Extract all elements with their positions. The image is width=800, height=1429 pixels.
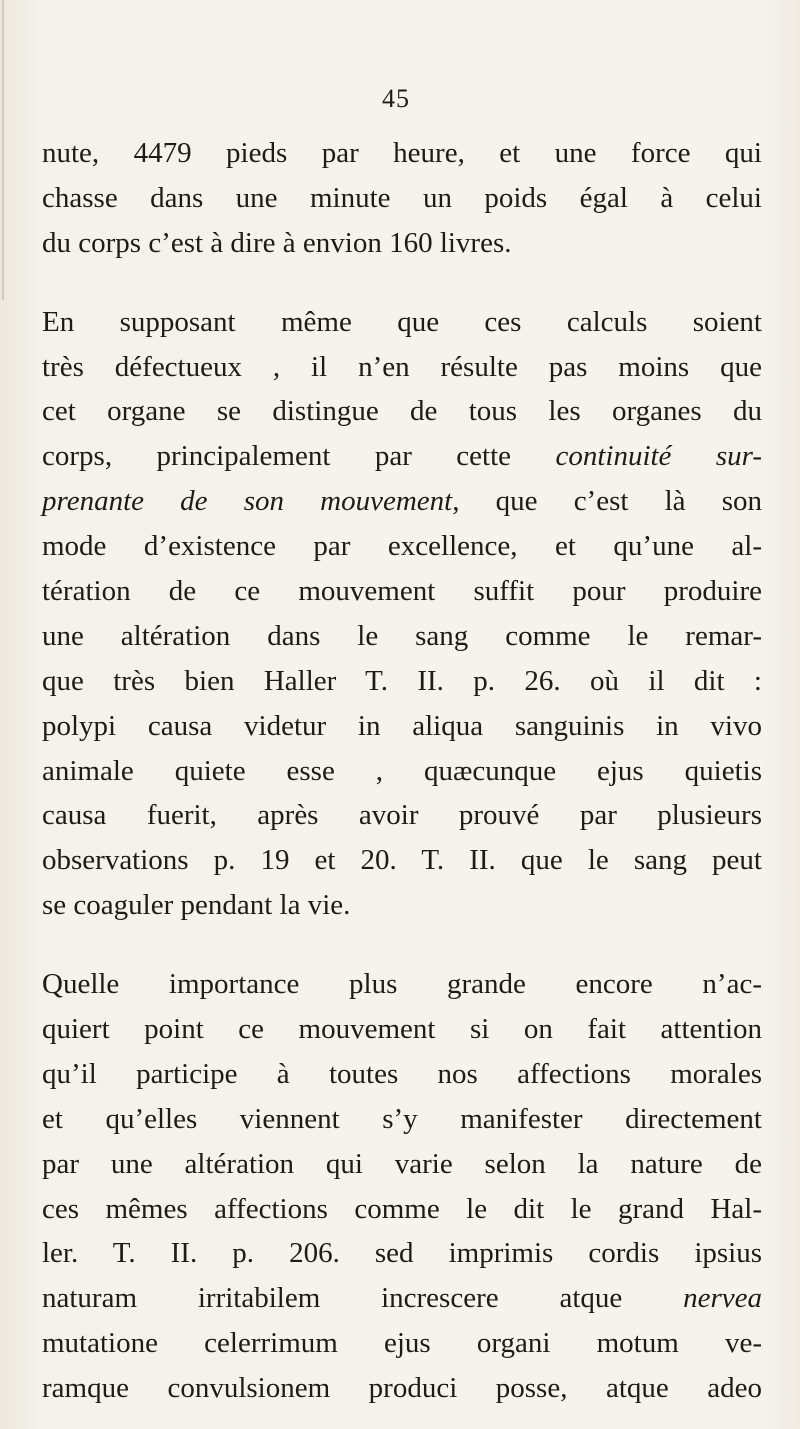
text-line: par une altération qui varie selon la nature de (42, 1147, 762, 1180)
text-line (42, 479, 762, 524)
text-line: quiert point ce mouvement si on fait attention (42, 1013, 762, 1046)
italic-run: prenante de son mouvement (42, 485, 453, 518)
text-line: observations p. 19 et 20. T. II. que le sang peut (42, 844, 762, 877)
text-line: très défectueux , il n’en résulte pas moins que (42, 350, 762, 383)
text-line: mode d’existence par excellence, et qu’une al- (42, 530, 762, 563)
text-line: Quelle importance plus grande encore n’ac- (42, 968, 762, 1001)
text-line: et qu’elles viennent s’y manifester directement (42, 1102, 762, 1135)
text-line: polypi causa videtur in aliqua sanguinis in vivo (42, 709, 762, 742)
page-number: 45 (382, 84, 410, 113)
text-line: du corps c’est à dire à envion 160 livres. (42, 226, 512, 259)
paragraph-gap (42, 266, 762, 300)
text-line: ces mêmes affections comme le dit le grand Hal- (42, 1192, 762, 1225)
text-line: se coaguler pendant la vie. (42, 889, 351, 922)
text-line: une altération dans le sang comme le remar- (42, 619, 762, 652)
text-line: En supposant même que ces calculs soient (42, 305, 762, 338)
text-line: ler. T. II. p. 206. sed imprimis cordis ipsius (42, 1237, 762, 1270)
text-run: corps, principalement par cette (42, 440, 556, 473)
text-line: cet organe se distingue de tous les organes du (42, 395, 762, 428)
text-line: que très bien Haller T. II. p. 26. où il dit : (42, 664, 762, 697)
text-line: mutatione celerrimum ejus organi motum ve- (42, 1327, 762, 1360)
text-line (42, 434, 762, 479)
body-text (42, 131, 762, 1411)
italic-run: continuité sur- (555, 440, 762, 473)
page-gutter (2, 0, 4, 300)
text-line: chasse dans une minute un poids égal à celui (42, 181, 762, 214)
text-line (42, 1276, 762, 1321)
text-run: , que c’est là son (452, 485, 762, 518)
text-line: tération de ce mouvement suffit pour produire (42, 575, 762, 608)
paragraph (42, 962, 762, 1411)
paragraph (42, 131, 762, 266)
text-line: nute, 4479 pieds par heure, et une force qui (42, 137, 762, 169)
text-line: causa fuerit, après avoir prouvé par plusieurs (42, 799, 762, 832)
paragraph-gap (42, 928, 762, 962)
text-line: qu’il participe à toutes nos affections morales (42, 1057, 762, 1090)
italic-run: nervea (683, 1282, 762, 1315)
paragraph (42, 300, 762, 928)
text-line: ramque convulsionem produci posse, atque adeo (42, 1372, 762, 1405)
text-line: animale quiete esse , quæcunque ejus quietis (42, 754, 762, 787)
text-run: naturam irritabilem increscere atque (42, 1282, 684, 1315)
